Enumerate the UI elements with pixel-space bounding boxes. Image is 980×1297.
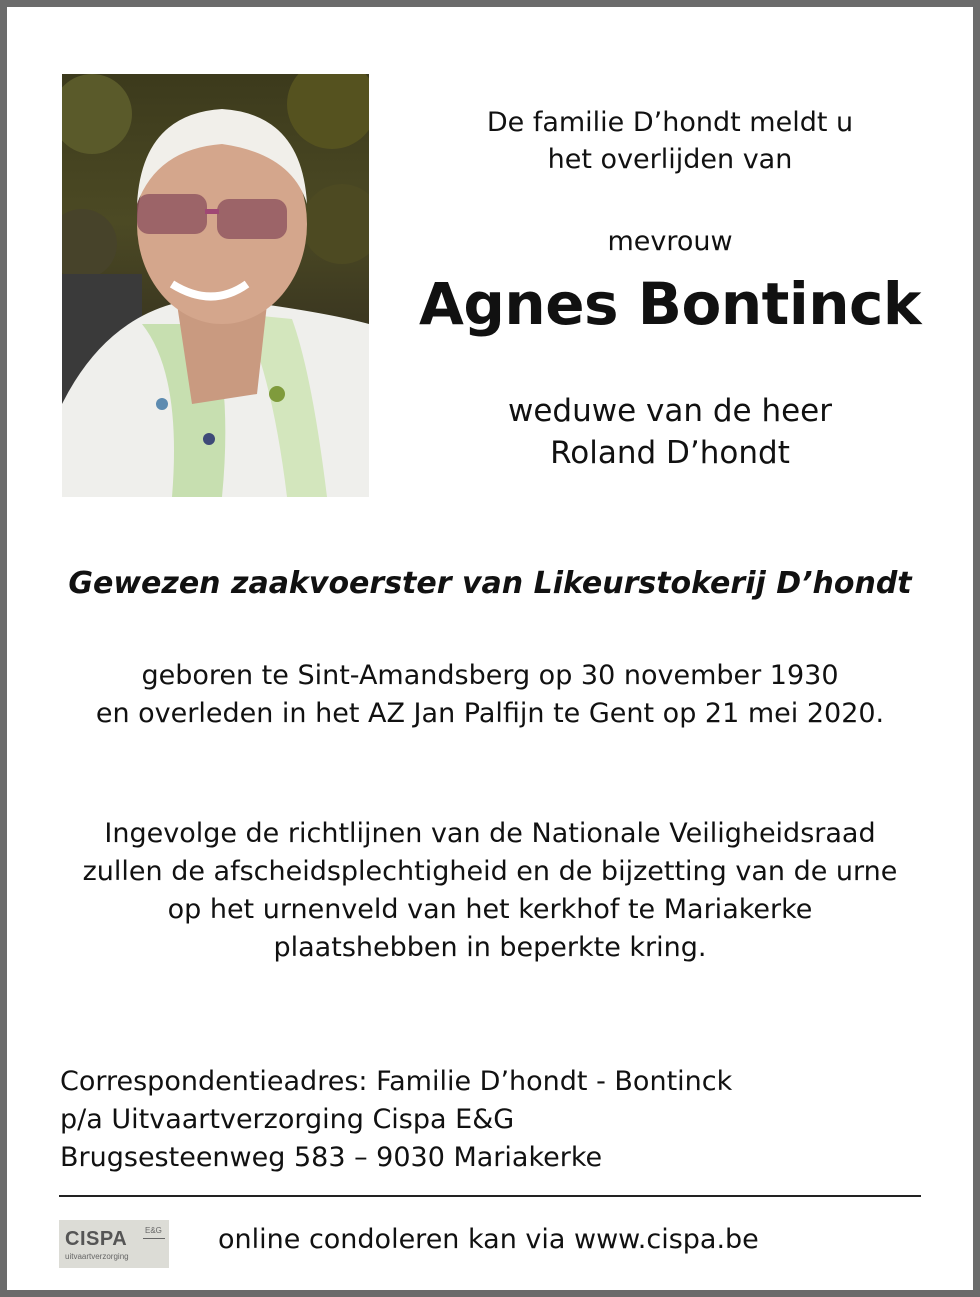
online-condolence-text: online condoleren kan via www.cispa.be (218, 1224, 759, 1255)
info-line: op het urnenveld van het kerkhof te Mariakerke (167, 894, 813, 925)
birth-line: geboren te Sint-Amandsberg op 30 november 1930 (141, 660, 839, 691)
widow-line: weduwe van de heer (507, 393, 833, 429)
announcement-intro (420, 104, 920, 178)
honorific: mevrouw (607, 226, 733, 257)
portrait-photo (62, 74, 369, 497)
logo-subtitle: uitvaartverzorging (65, 1252, 129, 1261)
info-line: Ingevolge de richtlijnen van de Nationale Veiligheidsraad (104, 818, 876, 849)
ceremony-info (40, 815, 940, 967)
logo-superscript: E&G (145, 1226, 162, 1235)
info-line: plaatshebben in beperkte kring. (273, 932, 707, 963)
widow-line: Roland D’hondt (550, 435, 790, 471)
address-line: Brugsesteenweg 583 – 9030 Mariakerke (60, 1142, 603, 1173)
cispa-logo (59, 1220, 169, 1268)
deceased-name: Agnes Bontinck (419, 270, 921, 338)
address-line: p/a Uitvaartverzorging Cispa E&G (60, 1104, 515, 1135)
intro-line: De familie D’hondt meldt u (486, 107, 854, 138)
life-dates (40, 657, 940, 733)
correspondence-address (60, 1063, 732, 1177)
death-line: en overleden in het AZ Jan Palfijn te Gent op 21 mei 2020. (95, 698, 885, 729)
widow-of (420, 390, 920, 474)
logo-underline (143, 1238, 165, 1239)
intro-line: het overlijden van (547, 144, 793, 175)
former-role: Gewezen zaakvoerster van Likeurstokerij D’hondt (68, 566, 912, 601)
divider (59, 1195, 921, 1197)
info-line: zullen de afscheidsplechtigheid en de bijzetting van de urne (82, 856, 898, 887)
address-line: Correspondentieadres: Familie D’hondt - Bontinck (60, 1066, 733, 1097)
logo-text: CISPA (65, 1228, 128, 1250)
